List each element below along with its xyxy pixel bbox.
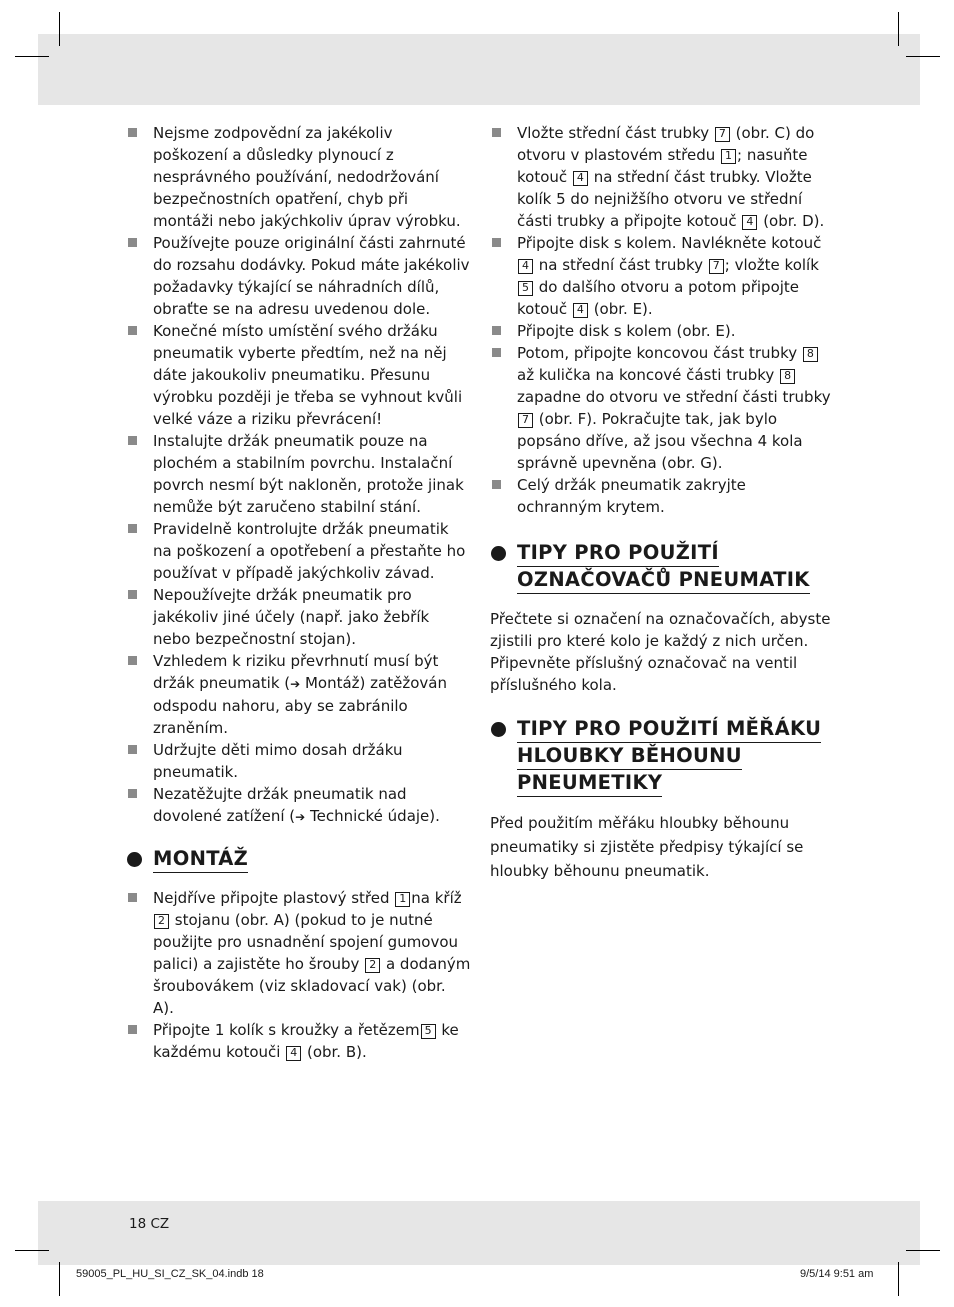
arrow-icon: ➔ [295, 810, 306, 824]
item-text: Udržujte děti mimo dosah držáku pneumatik. [153, 741, 403, 781]
square-bullet-icon [128, 789, 137, 798]
heading-line: OZNAČOVAČŮ PNEUMATIK [517, 567, 810, 594]
marker-tips-text: Přečtete si označení na označovačích, abyste zjistili pro které kolo je každý z nich určen. Připevněte příslušný označovač na ventil příslušného kola. [490, 610, 831, 694]
list-item [490, 474, 835, 518]
item-text: Připojte disk s kolem. Navlékněte kotouč [517, 234, 822, 252]
square-bullet-icon [492, 238, 501, 247]
arrow-icon: ➔ [290, 677, 301, 691]
bullet-dot-icon [127, 852, 142, 867]
bullet-dot-icon [491, 722, 506, 737]
heading-line: PNEUMETIKY [517, 770, 662, 797]
footer-band [38, 1201, 920, 1265]
square-bullet-icon [492, 480, 501, 489]
file-name: 59005_PL_HU_SI_CZ_SK_04.indb 18 [76, 1268, 264, 1280]
list-item [490, 232, 835, 320]
item-text: a dodaným šroubovákem (viz skladovací vak) (obr. A). [153, 955, 471, 1017]
assembly-list-right [490, 122, 835, 518]
square-bullet-icon [128, 128, 137, 137]
item-text: ; vložte kolík [724, 256, 819, 274]
item-text: Vzhledem k riziku převrhnutí musí být držák pneumatik ( [153, 652, 439, 692]
bullet-dot-icon [491, 546, 506, 561]
item-text: zapadne do otvoru ve střední části trubky [517, 388, 831, 406]
item-text: Nepoužívejte držák pneumatik pro jakékoliv jiné účely (např. jako žebřík nebo bezpečnostní stojan). [153, 586, 430, 648]
part-reference: 1 [721, 149, 736, 164]
list-item [126, 430, 471, 518]
part-reference: 7 [518, 413, 533, 428]
left-column [126, 122, 471, 1063]
list-item [126, 518, 471, 584]
item-text: na střední část trubky. Vložte kolík 5 do nejnižšího otvoru ve střední části trubky a připojte kotouč [517, 168, 812, 230]
part-reference: 4 [573, 303, 588, 318]
part-reference: 8 [780, 369, 795, 384]
list-item [126, 650, 471, 739]
item-text: Vložte střední část trubky [517, 124, 714, 142]
item-text: Připojte 1 kolík s kroužky a řetězem [153, 1021, 420, 1039]
square-bullet-icon [128, 893, 137, 902]
square-bullet-icon [128, 656, 137, 665]
crop-mark [898, 1262, 899, 1296]
part-reference: 7 [715, 127, 730, 142]
list-item [490, 320, 835, 342]
page-number: 18 CZ [129, 1216, 170, 1232]
item-text: Používejte pouze originální části zahrnuté do rozsahu dodávky. Pokud máte jakékoliv požadavky týkající se náhradních dílů, obraťte se na adresu uvedenou dole. [153, 234, 470, 318]
part-reference: 5 [518, 281, 533, 296]
list-item [126, 887, 471, 1019]
header-band [38, 34, 920, 105]
item-text: Potom, připojte koncovou část trubky [517, 344, 802, 362]
item-text: (obr. D). [758, 212, 825, 230]
item-text: Montáž) zatěžován odspodu nahoru, aby se zabránilo zraněním. [153, 674, 447, 737]
crop-mark [906, 1250, 940, 1251]
square-bullet-icon [492, 326, 501, 335]
item-text: na střední část trubky [534, 256, 708, 274]
square-bullet-icon [492, 128, 501, 137]
heading-line: HLOUBKY BĚHOUNU [517, 743, 742, 770]
square-bullet-icon [492, 348, 501, 357]
item-text: (obr. F). Pokračujte tak, jak bylo popsáno dříve, až jsou všechna 4 kola správně upevněna (obr. G). [517, 410, 803, 472]
square-bullet-icon [128, 238, 137, 247]
item-text: (obr. C) do otvoru v plastovém středu [517, 124, 815, 164]
list-item [490, 122, 835, 232]
item-text: stojanu (obr. A) (pokud to je nutné použijte pro usnadnění spojení gumovou palici) a zajistěte ho šrouby [153, 911, 459, 973]
part-reference: 2 [154, 914, 169, 929]
item-text: (obr. B). [302, 1043, 367, 1061]
item-text: Celý držák pneumatik zakryjte ochranným krytem. [517, 476, 746, 516]
part-reference: 5 [421, 1024, 436, 1039]
timestamp: 9/5/14 9:51 am [800, 1268, 874, 1280]
item-text: na kříž [411, 889, 462, 907]
item-text: Připojte disk s kolem (obr. E). [517, 322, 736, 340]
item-text: Konečné místo umístění svého držáku pneumatik vyberte předtím, než na něj dáte jakoukoliv pneumatiku. Přesunu výrobku později je třeba se vyhnout kvůli velké váze a riziku převrácení! [153, 322, 463, 428]
list-item [126, 739, 471, 783]
square-bullet-icon [128, 590, 137, 599]
right-column [490, 122, 835, 883]
crop-mark [59, 1262, 60, 1296]
heading-line: TIPY PRO POUŽITÍ MĚŘÁKU [517, 716, 821, 743]
item-text: (obr. E). [588, 300, 653, 318]
marker-tips-heading [490, 540, 835, 594]
item-text: ; nasuňte kotouč [517, 146, 808, 186]
item-text: ke každému kotouči [153, 1021, 459, 1061]
part-reference: 1 [395, 892, 410, 907]
part-reference: 7 [709, 259, 724, 274]
item-text: Nejsme zodpovědní za jakékoliv poškození a důsledky plynoucí z nesprávného používání, nedodržování bezpečnostních opatření, chyb při montáži nebo jakýchkoliv úprav výrobku. [153, 124, 461, 230]
square-bullet-icon [128, 745, 137, 754]
crop-mark [15, 56, 49, 57]
list-item [126, 122, 471, 232]
list-item [126, 232, 471, 320]
square-bullet-icon [128, 436, 137, 445]
item-text: Technické údaje). [305, 807, 440, 825]
gauge-tips-text: Před použitím měřáku hloubky běhounu pneumatiky si zjistěte předpisy týkající se hloubky běhounu pneumatik. [490, 814, 804, 880]
item-text: Nejdříve připojte plastový střed [153, 889, 395, 907]
square-bullet-icon [128, 1025, 137, 1034]
assembly-heading [126, 846, 471, 873]
item-text: až kulička na koncové části trubky [517, 366, 780, 384]
safety-list [126, 122, 471, 828]
square-bullet-icon [128, 524, 137, 533]
item-text: Instalujte držák pneumatik pouze na plochém a stabilním povrchu. Instalační povrch nesmí být nakloněn, protože jinak nemůže být zaručeno stabilní stání. [153, 432, 464, 516]
crop-mark [15, 1250, 49, 1251]
crop-mark [898, 12, 899, 46]
square-bullet-icon [128, 326, 137, 335]
crop-mark [59, 12, 60, 46]
assembly-heading-text: MONTÁŽ [153, 846, 248, 873]
part-reference: 4 [573, 171, 588, 186]
item-text: do dalšího otvoru a potom připojte kotouč [517, 278, 800, 318]
list-item [126, 584, 471, 650]
part-reference: 8 [803, 347, 818, 362]
crop-mark [906, 56, 940, 57]
part-reference: 4 [286, 1046, 301, 1061]
heading-line: TIPY PRO POUŽITÍ [517, 540, 719, 567]
item-text: Nezatěžujte držák pneumatik nad dovolené zatížení ( [153, 785, 407, 825]
part-reference: 2 [365, 958, 380, 973]
list-item [490, 342, 835, 474]
list-item [126, 783, 471, 828]
list-item [126, 320, 471, 430]
item-text: Pravidelně kontrolujte držák pneumatik na poškození a opotřebení a přestaňte ho používat v případě jakýchkoliv závad. [153, 520, 466, 582]
list-item [126, 1019, 471, 1063]
assembly-list-left [126, 887, 471, 1063]
part-reference: 4 [742, 215, 757, 230]
gauge-tips-heading [490, 716, 835, 797]
part-reference: 4 [518, 259, 533, 274]
